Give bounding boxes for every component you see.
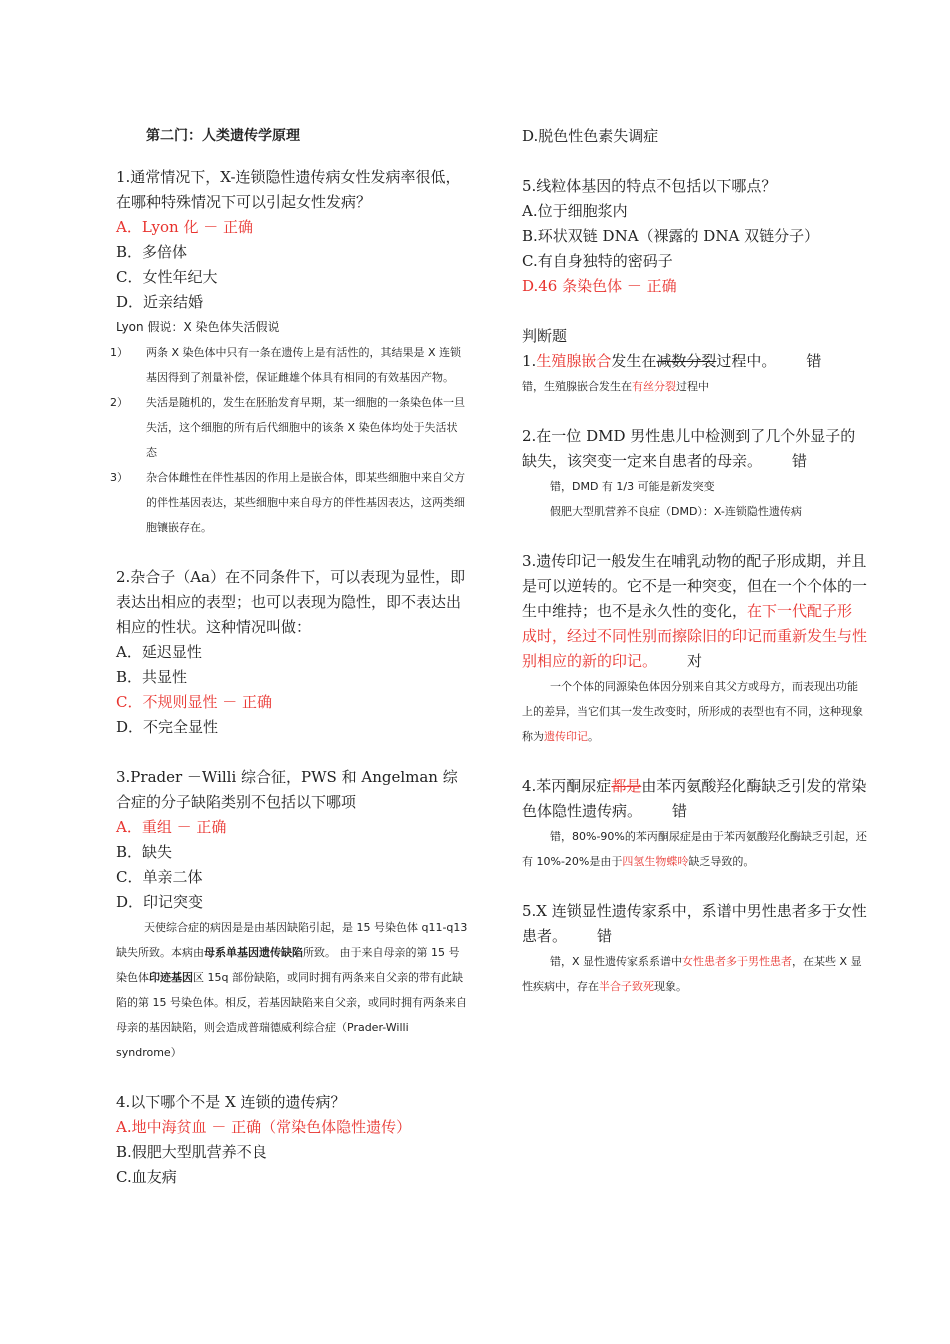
lyon-item-1-text: 两条 X 染色体中只有一条在遗传上是有活性的，其结果是 X 连锁基因得到了剂量补偿，保证雌雄个体具有相同的有效基因产物。 — [146, 346, 462, 384]
tf1-note-b: 过程中 — [676, 380, 709, 393]
q2-option-d: D．不完全显性 — [116, 718, 219, 736]
q3-note-c: 所致。 由于来自母亲的第 15 号染色体 — [116, 946, 460, 984]
tf3-verdict: 对 — [687, 652, 703, 670]
q3-note-e: 区 15q 部份缺陷，或同时拥有两条来自父亲的带有此缺陷的第 15 号染色体。相反，若基因缺陷来自父亲，或同时拥有两条来自母亲的基因缺陷，则会造成普瑞德威利综合症（Prader-Willi syndrome） — [116, 971, 467, 1059]
q3-note-d: 印迹基因 — [149, 971, 193, 984]
q3-option-c: C．单亲二体 — [116, 868, 203, 886]
tf1-struck-term: 减数分裂 — [656, 352, 717, 370]
q1-option-d: D．近亲结婚 — [116, 293, 204, 311]
q4-option-a: A.地中海贫血 － 正确（常染色体隐性遗传） — [116, 1118, 412, 1136]
tf4-stem — [522, 774, 867, 824]
tf3-note-a: 一个个体的同源染色体因分别来自其父方或母方，而表现出功能上的差异，当它们其一发生改变时，所形成的表型也有不同，这种现象称为 — [522, 680, 863, 743]
q2-option-b: B．共显性 — [116, 668, 188, 686]
q1-option-c: C．女性年纪大 — [116, 268, 218, 286]
tf5-text: 5.X 连锁显性遗传家系中，系谱中男性患者多于女性患者。 — [522, 902, 867, 945]
page-title: 第二门：人类遗传学原理 — [146, 128, 300, 144]
tf4-suffix: 由苯丙氨酸羟化酶缺乏引发的常染色体隐性遗传病。 — [522, 777, 867, 820]
tf5-note-a: 错，X 显性遗传家系系谱中 — [550, 955, 683, 968]
lyon-item-2-text: 失活是随机的，发生在胚胎发育早期，某一细胞的一条染色体一旦失活，这个细胞的所有后代细胞中的该条 X 染色体均处于失活状态 — [146, 396, 465, 459]
tf4-note-red: 四氢生物蝶呤 — [622, 855, 689, 868]
tf4-explanation — [522, 824, 867, 874]
tf1-prefix: 1. — [522, 352, 537, 370]
q3-option-b: B．缺失 — [116, 843, 173, 861]
q5-option-c: C.有自身独特的密码子 — [522, 252, 673, 270]
q1-option-b: B．多倍体 — [116, 243, 188, 261]
right-column — [522, 124, 867, 999]
tf4-note-b: 缺乏导致的。 — [688, 855, 755, 868]
q1-stem: 1.通常情况下，X-连锁隐性遗传病女性发病率很低，在哪种特殊情况下可以引起女性发病？ — [116, 168, 461, 211]
q2-option-c: C．不规则显性 － 正确 — [116, 693, 273, 711]
tf3-stem — [522, 549, 867, 674]
tf2-stem — [522, 424, 867, 474]
tf1-verdict: 错 — [806, 352, 822, 370]
q5-option-d: D.46 条染色体 － 正确 — [522, 277, 677, 295]
tf3-red-text: 在下一代配子形成时，经过不同性别而擦除旧的印记而重新发生与性别相应的新的印记。 — [522, 602, 868, 670]
q2-stem: 2.杂合子（Aa）在不同条件下，可以表现为显性，即表达出相应的表型；也可以表现为隐性，即不表达出相应的性状。这种情况叫做： — [116, 568, 466, 636]
q4-stem: 4.以下哪个不是 X 连锁的遗传病？ — [116, 1093, 346, 1111]
tf1-mid: 发生在 — [611, 352, 657, 370]
lyon-item-1 — [110, 340, 468, 390]
q5-option-a: A.位于细胞浆内 — [522, 202, 628, 220]
lyon-hypothesis-heading: Lyon 假说：X 染色体失活假说 — [116, 320, 280, 334]
tf3-note-red: 遗传印记 — [544, 730, 588, 743]
q3-explanation — [116, 915, 468, 1065]
tf2-note-1: 错，DMD 有 1/3 可能是新发突变 — [550, 480, 715, 493]
tf4-struck-term: 都是 — [611, 777, 642, 795]
lyon-item-2 — [110, 390, 468, 465]
lyon-item-3 — [110, 465, 468, 540]
left-column — [110, 124, 468, 1190]
tf3-note-b: 。 — [588, 730, 599, 743]
q3-option-d: D．印记突变 — [116, 893, 204, 911]
q3-stem: 3.Prader －Willi 综合征，PWS 和 Angelman 综合症的分子缺陷类别不包括以下哪项 — [116, 768, 458, 811]
tf1-note-red: 有丝分裂 — [632, 380, 676, 393]
lyon-item-3-text: 杂合体雌性在伴性基因的作用上是嵌合体，即某些细胞中来自父方的伴性基因表达，某些细胞中来自母方的伴性基因表达，这两类细胞镶嵌存在。 — [146, 471, 465, 534]
lyon-item-1-number: 1） — [110, 346, 128, 359]
tf3-text: 3.遗传印记一般发生在哺乳动物的配子形成期，并且是可以逆转的。它不是一种突变，但在一个个体的一生中维持；也不是永久性的变化， — [522, 552, 868, 620]
tf4-note-a: 错，80%-90%的苯丙酮尿症是由于苯丙氨酸羟化酶缺乏引起，还有 10%-20%是由于 — [522, 830, 867, 868]
true-false-heading: 判断题 — [522, 327, 568, 345]
tf2-text: 2.在一位 DMD 男性患儿中检测到了几个外显子的缺失，该突变一定来自患者的母亲。 — [522, 427, 856, 470]
tf1-red-term: 生殖腺嵌合 — [536, 352, 612, 370]
tf5-note-red-2: 半合子致死 — [599, 980, 654, 993]
tf5-explanation — [522, 949, 867, 999]
tf5-note-b: ，在某些 X 显性疾病中，存在 — [522, 955, 862, 993]
lyon-item-3-number: 3） — [110, 471, 128, 484]
tf1-note-a: 错，生殖腺嵌合发生在 — [522, 380, 632, 393]
q5-option-b: B.环状双链 DNA（裸露的 DNA 双链分子） — [522, 227, 820, 245]
lyon-item-2-number: 2） — [110, 396, 128, 409]
tf5-stem — [522, 899, 867, 949]
tf5-note-c: 现象。 — [654, 980, 687, 993]
q4-option-d: D.脱色性色素失调症 — [522, 127, 659, 145]
q3-option-a: A．重组 － 正确 — [116, 818, 227, 836]
tf4-prefix: 4.苯丙酮尿症 — [522, 777, 612, 795]
q4-option-b: B.假肥大型肌营养不良 — [116, 1143, 267, 1161]
q5-stem: 5.线粒体基因的特点不包括以下哪点？ — [522, 177, 777, 195]
tf5-note-red-1: 女性患者多于男性患者 — [682, 955, 793, 968]
tf1-stem — [522, 349, 867, 374]
q1-option-a: A．Lyon 化 － 正确 — [116, 218, 254, 236]
q3-note-b: 母系单基因遗传缺陷 — [204, 946, 303, 959]
q3-note-a: 天使综合症的病因是是由基因缺陷引起，是 15 号染色体 q11-q13 缺失所致。本病由 — [116, 921, 468, 959]
tf2-verdict: 错 — [792, 452, 808, 470]
q4-option-c: C.血友病 — [116, 1168, 177, 1186]
tf3-explanation — [522, 674, 867, 749]
tf4-verdict: 错 — [672, 802, 688, 820]
tf1-suffix: 过程中。 — [716, 352, 777, 370]
q2-option-a: A．延迟显性 — [116, 643, 202, 661]
tf1-explanation — [522, 374, 867, 399]
tf2-note-2: 假肥大型肌营养不良症（DMD）：X-连锁隐性遗传病 — [550, 505, 802, 518]
tf5-verdict: 错 — [597, 927, 613, 945]
